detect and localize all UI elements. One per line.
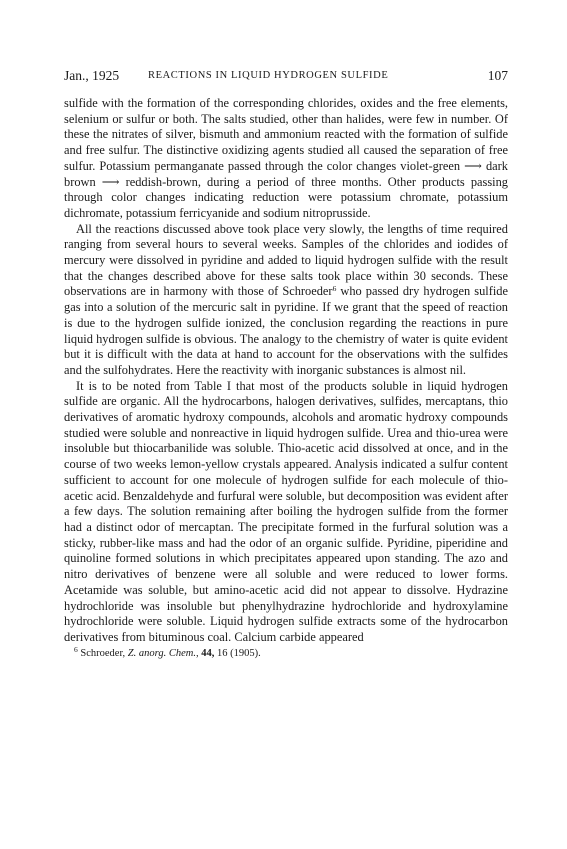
paragraph-text: It is to be noted from Table I that most of the products soluble in liquid hydrogen sulfide are organic. All the hydrocarbons, halogen derivatives, sulfides, mercaptans, thio derivatives of aromatic hydroxy compounds, alcohols and aromatic hydroxy compounds studied were soluble and nonreactive in liquid hydrogen sulfide. Urea and thio-urea were insoluble but thiocarbanilide was soluble. Thio-acetic acid dissolved at once, and in the course of two weeks lemon-yellow crystals appeared. Analysis indicated a sulfur content sufficient to account for one molecule of hydrogen sulfide for each molecule of thio-acetic acid. Benzaldehyde and furfural were soluble, but decomposition was evident after a few days. The solution remaining after boiling the hydrogen sulfide from the former had a distinct odor of mercaptan. The precipitate formed in the furfural solution was a sticky, rubber-like mass and had the odor of an organic sulfide. Pyridine, piperidine and quinoline formed solutions in which precipitates appeared upon standing. The azo and nitro derivatives of benzene were all soluble and were reduced to lower forms. Acetamide was soluble, but amino-acetic acid did not appear to dissolve. Hydrazine hydrochloride was insoluble but phenylhydrazine hydrochloride and hydroxylamine hydrochloride were soluble. Liquid hydrogen sulfide extracts some of the hydrocarbon derivatives from bituminous coal. Calcium carbide appeared [64, 378, 508, 644]
paragraph-text: who passed dry hydrogen sulfide gas into a solution of the mercuric salt in pyridine. If we grant that the speed of reaction is due to the hydrogen sulfide ionized, the conclusion regarding the reactions in pure liquid hydrogen sulfide is obvious. The analogy to the chemistry of water is quite evident but it is difficult with the data at hand to account for the observations with the sulfides and the sulfohydrates. Here the reactivity with inorganic substances is almost nil. [64, 284, 508, 377]
page-number: 107 [487, 68, 508, 83]
body-text [64, 96, 508, 646]
footnote-author: Schroeder, [80, 647, 128, 659]
paragraph-text: All the reactions discussed above took place very slowly, the lengths of time required ranging from several hours to several weeks. Samples of the chlorides and iodides of mercury were dissolved in pyridine and added to liquid hydrogen sulfide with the result that the changes described above for these salts took place within 30 seconds. These observations are in harmony with those of Schroeder [64, 221, 508, 299]
footnote [64, 644, 508, 661]
header-date: Jan., 1925 [64, 68, 120, 83]
paragraph [64, 379, 508, 646]
footnote-volume: 44, [198, 647, 215, 659]
page-header [64, 66, 508, 86]
paragraph [64, 96, 508, 222]
paragraph [64, 222, 508, 379]
paper-page [64, 66, 508, 661]
footnote-pages: 16 (1905). [214, 647, 261, 659]
footnote-journal: Z. anorg. Chem., [127, 647, 199, 659]
footnote-marker: 6 [74, 644, 78, 654]
paragraph-text: sulfide with the formation of the corresponding chlorides, oxides and the free elements, selenium or sulfur or both. The salts studied, other than halides, were few in number. Of these the nitrates of silver, bismuth and ammonium reacted with the formation of sulfide and free sulfur. The distinctive oxidizing agents studied all caused the separation of free sulfur. Potassium permanganate passed through the color changes violet-green ⟶ dark brown ⟶ reddish-brown, during a period of three months. Other products passing through color changes indicating reduction were potassium chromate, potassium dichromate, potassium ferricyanide and sodium nitroprusside. [64, 96, 508, 220]
running-title: REACTIONS IN LIQUID HYDROGEN SULFIDE [148, 70, 389, 81]
footnote-reference: 6 [332, 284, 337, 294]
